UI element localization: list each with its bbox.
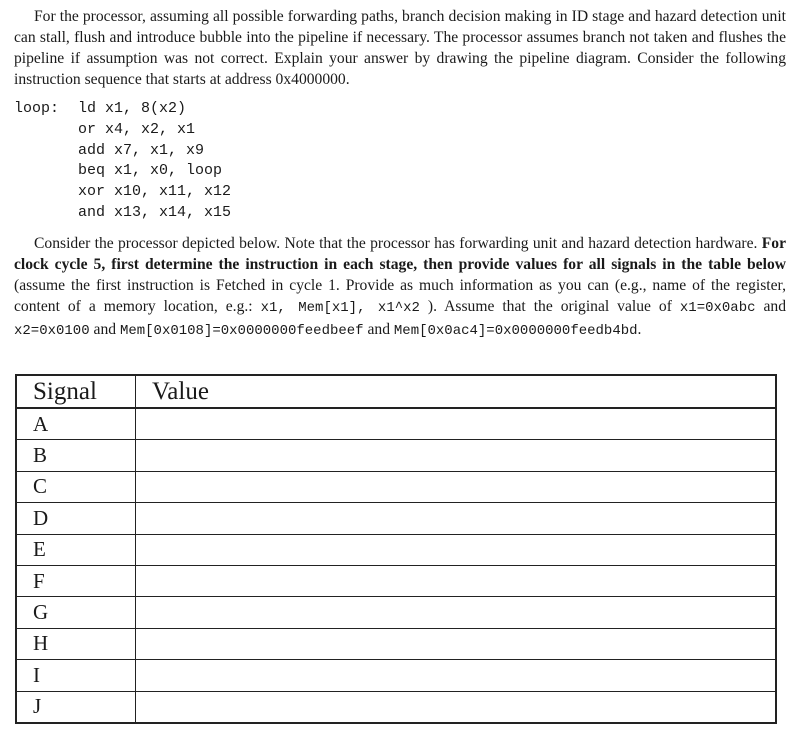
value-cell[interactable] <box>136 691 777 723</box>
question-text: (assume the first instruction is Fetched in cycle 1. Provide as much information as you can (e.g., name of the register, content of a memory location, e.g.: <box>14 276 786 315</box>
code-instruction: beq x1, x0, loop <box>78 162 223 180</box>
value-cell[interactable] <box>136 503 777 534</box>
signal-cell: E <box>16 534 136 565</box>
table-row <box>16 503 776 534</box>
code-line <box>14 161 786 182</box>
code-example: x1, Mem[x1], x1^x2 <box>260 299 420 316</box>
question-paragraph <box>14 233 786 342</box>
question-text: Consider the processor depicted below. Note that the processor has forwarding unit and hazard detection hardware. <box>34 234 762 252</box>
signal-cell: F <box>16 565 136 596</box>
value-cell[interactable] <box>136 660 777 691</box>
table-row <box>16 471 776 502</box>
table-header-row <box>16 375 776 408</box>
table-row <box>16 691 776 723</box>
signal-cell: B <box>16 440 136 471</box>
header-value: Value <box>136 375 777 408</box>
value-cell[interactable] <box>136 471 777 502</box>
code-instruction: xor x10, x11, x12 <box>78 183 232 201</box>
code-line <box>14 141 786 162</box>
signal-table <box>15 374 777 724</box>
signal-cell: J <box>16 691 136 723</box>
code-line <box>14 182 786 203</box>
code-mem-0ac4: Mem[0x0ac4]=0x0000000feedb4bd <box>393 322 638 339</box>
document-page <box>14 6 786 342</box>
table-row <box>16 534 776 565</box>
value-cell[interactable] <box>136 440 777 471</box>
code-line <box>14 120 786 141</box>
signal-cell: G <box>16 597 136 628</box>
code-instruction: or x4, x2, x1 <box>78 120 196 138</box>
table-row <box>16 440 776 471</box>
code-label: loop: <box>14 100 60 117</box>
signal-cell: I <box>16 660 136 691</box>
signal-cell: A <box>16 408 136 440</box>
value-cell[interactable] <box>136 628 777 659</box>
table-row <box>16 628 776 659</box>
value-cell[interactable] <box>136 534 777 565</box>
value-cell[interactable] <box>136 565 777 596</box>
value-cell[interactable] <box>136 408 777 440</box>
question-bold-text: For clock cycle 5, first determine the instruction in each stage, then provide values for all signals in the table below <box>14 234 786 273</box>
question-text: ). Assume that the original value of <box>419 297 680 315</box>
intro-paragraph: For the processor, assuming all possible forwarding paths, branch decision making in ID stage and hazard detection unit can stall, flush and introduce bubble into the pipeline if necessary. The processor assumes branch not taken and flushes the pipeline if assumption was not correct. Explain your answer by drawing the pipeline diagram. Consider the following instruction sequence that starts at address 0x4000000. <box>14 8 786 88</box>
question-text: and <box>755 297 786 315</box>
question-text: and <box>363 320 394 338</box>
code-instruction: and x13, x14, x15 <box>78 203 232 221</box>
code-instruction: ld x1, 8(x2) <box>78 100 187 117</box>
code-x1-value: x1=0x0abc <box>679 299 756 316</box>
signal-cell: D <box>16 503 136 534</box>
table-row <box>16 565 776 596</box>
signal-cell: H <box>16 628 136 659</box>
code-instruction: add x7, x1, x9 <box>78 141 205 159</box>
code-line <box>14 203 786 224</box>
value-cell[interactable] <box>136 597 777 628</box>
code-listing <box>14 99 786 224</box>
question-text: . <box>637 320 642 338</box>
table-row <box>16 660 776 691</box>
code-line <box>14 99 786 120</box>
question-text: and <box>89 320 120 338</box>
table-row <box>16 408 776 440</box>
table-row <box>16 597 776 628</box>
signal-cell: C <box>16 471 136 502</box>
code-mem-0108: Mem[0x0108]=0x0000000feedbeef <box>119 322 364 339</box>
header-signal: Signal <box>16 375 136 408</box>
code-x2-value: x2=0x0100 <box>14 322 90 339</box>
